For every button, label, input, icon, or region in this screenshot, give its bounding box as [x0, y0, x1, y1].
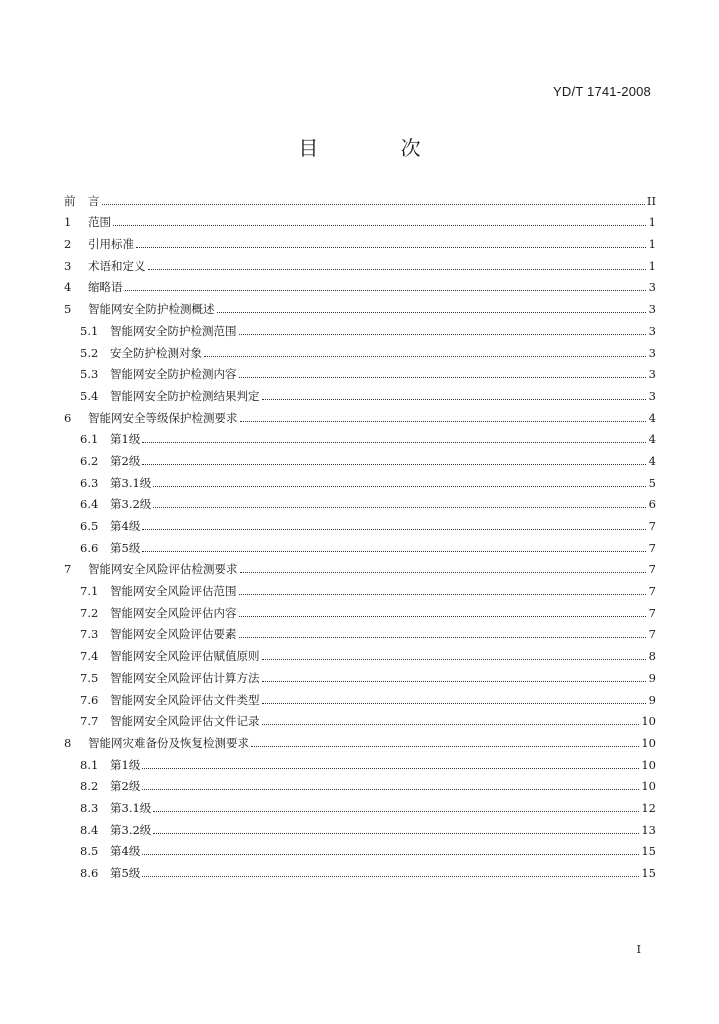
- toc-leader-dots: [204, 356, 646, 357]
- toc-entry[interactable]: [64, 598, 656, 620]
- toc-entry-page: II: [646, 193, 656, 208]
- toc-entry-number: 5.3: [80, 367, 99, 382]
- toc-leader-dots: [262, 681, 647, 682]
- toc-entry-number: 8.5: [80, 844, 99, 859]
- toc-leader-dots: [142, 464, 646, 465]
- toc-entry-number: 4: [64, 280, 72, 295]
- toc-entry[interactable]: [64, 815, 656, 837]
- toc-entry-page: 10: [641, 714, 656, 729]
- toc-leader-dots: [239, 594, 647, 595]
- toc-entry[interactable]: [64, 425, 656, 447]
- toc-entry[interactable]: [64, 641, 656, 663]
- standard-code: YD/T 1741-2008: [553, 84, 651, 99]
- toc-leader-dots: [136, 247, 646, 248]
- toc-entry[interactable]: [64, 229, 656, 251]
- toc-entry[interactable]: [64, 555, 656, 577]
- toc-entry-title: 智能网安全防护检测内容: [110, 367, 237, 382]
- toc-leader-dots: [262, 659, 647, 660]
- toc-leader-dots: [102, 204, 645, 205]
- toc-entry-page: 7: [648, 562, 656, 577]
- toc-entry-title: 范围: [88, 215, 111, 230]
- toc-entry[interactable]: [64, 663, 656, 685]
- toc-entry-page: 9: [648, 692, 656, 707]
- toc-entry-title: 第3.2级: [110, 497, 152, 512]
- toc-entry-title: 引用标准: [88, 237, 134, 252]
- toc-leader-dots: [142, 551, 646, 552]
- toc-entry-page: 3: [648, 280, 656, 295]
- toc-entry-number: 8.1: [80, 757, 99, 772]
- toc-leader-dots: [153, 811, 639, 812]
- toc-entry[interactable]: [64, 837, 656, 859]
- toc-entry-title: 第3.2级: [110, 822, 152, 837]
- toc-entry-number: 5.1: [80, 323, 99, 338]
- toc-entry-page: 7: [648, 627, 656, 642]
- toc-entry[interactable]: [64, 533, 656, 555]
- toc-entry-title: 第4级: [110, 844, 141, 859]
- toc-entry-number: 8.4: [80, 822, 99, 837]
- toc-entry-number: 7: [64, 562, 72, 577]
- toc-entry[interactable]: [64, 294, 656, 316]
- toc-entry-page: 5: [648, 475, 656, 490]
- toc-entry-number: 前: [64, 193, 76, 208]
- toc-leader-dots: [148, 269, 647, 270]
- toc-entry[interactable]: [64, 381, 656, 403]
- toc-leader-dots: [251, 746, 639, 747]
- toc-entry-title: 第2级: [110, 453, 141, 468]
- toc-entry-number: 5.2: [80, 345, 99, 360]
- toc-entry-title: 智能网安全防护检测范围: [110, 323, 237, 338]
- toc-entry-title: 智能网安全风险评估要素: [110, 627, 237, 642]
- toc-entry-page: 4: [648, 432, 656, 447]
- toc-entry[interactable]: [64, 772, 656, 794]
- toc-entry-number: 5.4: [80, 388, 99, 403]
- toc-leader-dots: [262, 399, 647, 400]
- toc-entry-page: 9: [648, 670, 656, 685]
- toc-entry-title: 智能网安全风险评估文件类型: [110, 692, 260, 707]
- toc-entry-number: 8.2: [80, 779, 99, 794]
- toc-entry-title: 智能网安全风险评估文件记录: [110, 714, 260, 729]
- toc-entry-title: 智能网安全风险评估计算方法: [110, 670, 260, 685]
- toc-entry-number: 6: [64, 410, 72, 425]
- toc-entry-number: 6.6: [80, 540, 99, 555]
- toc-entry[interactable]: [64, 576, 656, 598]
- toc-entry-title: 智能网安全风险评估范围: [110, 584, 237, 599]
- toc-entry-number: 7.7: [80, 714, 99, 729]
- toc-entry-title: 第5级: [110, 866, 141, 880]
- toc-entry-page: 15: [641, 866, 656, 880]
- toc-entry-number: 7.1: [80, 584, 99, 599]
- toc-entry-title: 智能网灾难备份及恢复检测要求: [88, 735, 249, 750]
- toc-entry-number: 2: [64, 237, 72, 252]
- toc-entry-number: 7.3: [80, 627, 99, 642]
- toc-entry-title: 第3.1级: [110, 800, 152, 815]
- toc-entry[interactable]: [64, 490, 656, 512]
- toc-entry-page: 10: [641, 757, 656, 772]
- toc-entry[interactable]: [64, 316, 656, 338]
- toc-entry-title: 第4级: [110, 519, 141, 533]
- toc-entry-page: 1: [648, 215, 656, 230]
- toc-leader-dots: [142, 876, 639, 877]
- toc-entry-title: 智能网安全等级保护检测要求: [88, 410, 238, 425]
- toc-entry-page: 3: [648, 323, 656, 338]
- toc-entry-title: 智能网安全风险评估内容: [110, 605, 237, 620]
- toc-leader-dots: [262, 724, 640, 725]
- toc-leader-dots: [142, 768, 639, 769]
- toc-entry-number: 8.3: [80, 800, 99, 815]
- toc-entry-title: 智能网安全防护检测概述: [88, 302, 215, 317]
- toc-entry-title: 第1级: [110, 757, 141, 772]
- toc-entry-page: 3: [648, 302, 656, 317]
- toc-entry-page: 3: [648, 388, 656, 403]
- toc-entry-page: 3: [648, 367, 656, 382]
- toc-entry-number: 7.4: [80, 649, 99, 664]
- toc-entry-title: 术语和定义: [88, 258, 146, 273]
- toc-entry-page: 1: [648, 258, 656, 273]
- toc-entry-title: 安全防护检测对象: [110, 345, 202, 360]
- toc-entry-title: 智能网安全防护检测结果判定: [110, 388, 260, 403]
- toc-entry-page: 6: [648, 497, 656, 512]
- toc-entry-number: 7.5: [80, 670, 99, 685]
- toc-entry[interactable]: [64, 468, 656, 490]
- toc-entry[interactable]: [64, 511, 656, 533]
- toc-entry[interactable]: [64, 208, 656, 230]
- toc-entry-title: 第5级: [110, 540, 141, 555]
- toc-entry-page: 7: [648, 605, 656, 620]
- toc-entry-number: 8.6: [80, 866, 99, 880]
- toc-leader-dots: [239, 334, 647, 335]
- toc-leader-dots: [113, 225, 646, 226]
- toc-entry-title: 第2级: [110, 779, 141, 794]
- toc-entry[interactable]: [64, 728, 656, 750]
- toc-leader-dots: [153, 486, 646, 487]
- toc-entry-number: 7.2: [80, 605, 99, 620]
- toc-leader-dots: [125, 290, 647, 291]
- toc-entry[interactable]: [64, 793, 656, 815]
- toc-entry-page: 4: [648, 453, 656, 468]
- toc-entry-number: 3: [64, 258, 72, 273]
- toc-leader-dots: [262, 703, 647, 704]
- toc-entry-page: 7: [648, 540, 656, 555]
- toc-entry-page: 12: [641, 800, 656, 815]
- toc-entry-title: 智能网安全风险评估赋值原则: [110, 649, 260, 664]
- toc-entry[interactable]: [64, 273, 656, 295]
- toc-leader-dots: [153, 833, 639, 834]
- toc-leader-dots: [142, 529, 646, 530]
- toc-leader-dots: [142, 442, 646, 443]
- toc-entry-page: 7: [648, 519, 656, 533]
- toc-entry-number: 7.6: [80, 692, 99, 707]
- toc-entry-title: 第3.1级: [110, 475, 152, 490]
- toc-entry-title: 第1级: [110, 432, 141, 447]
- toc-entry[interactable]: [64, 360, 656, 382]
- toc-entry-number: 6.2: [80, 453, 99, 468]
- toc-entry-page: 1: [648, 237, 656, 252]
- toc-entry-number: 6.3: [80, 475, 99, 490]
- toc-leader-dots: [142, 789, 639, 790]
- toc-entry-page: 15: [641, 844, 656, 859]
- toc-entry-title: 智能网安全风险评估检测要求: [88, 562, 238, 577]
- toc-entry[interactable]: [64, 186, 656, 208]
- page-number: I: [636, 943, 641, 956]
- toc-entry-number: 6.4: [80, 497, 99, 512]
- toc-leader-dots: [217, 312, 647, 313]
- toc-entry-title: 缩略语: [88, 280, 123, 295]
- page-title: 目 次: [298, 136, 459, 160]
- toc-entry-number: 8: [64, 735, 72, 750]
- toc-entry-number: 6.1: [80, 432, 99, 447]
- toc-entry-number: 6.5: [80, 519, 99, 533]
- toc-entry-page: 10: [641, 735, 656, 750]
- toc-entry[interactable]: [64, 685, 656, 707]
- toc-entry-page: 7: [648, 584, 656, 599]
- toc-entry[interactable]: [64, 858, 656, 880]
- toc-entry-number: 5: [64, 302, 72, 317]
- toc-entry-page: 3: [648, 345, 656, 360]
- toc-entry-page: 13: [641, 822, 656, 837]
- toc-entry-title: 言: [88, 193, 100, 208]
- toc-entry[interactable]: [64, 446, 656, 468]
- toc-entry[interactable]: [64, 750, 656, 772]
- toc-leader-dots: [239, 637, 647, 638]
- toc-entry[interactable]: [64, 620, 656, 642]
- toc-leader-dots: [142, 854, 639, 855]
- toc-entry-page: 10: [641, 779, 656, 794]
- toc-entry-page: 8: [648, 649, 656, 664]
- toc-leader-dots: [240, 572, 647, 573]
- toc-entry-page: 4: [648, 410, 656, 425]
- table-of-contents: [64, 186, 656, 880]
- toc-entry-number: 1: [64, 215, 72, 230]
- toc-entry[interactable]: [64, 403, 656, 425]
- toc-entry[interactable]: [64, 338, 656, 360]
- toc-leader-dots: [239, 377, 647, 378]
- toc-leader-dots: [240, 421, 647, 422]
- toc-leader-dots: [239, 616, 647, 617]
- toc-leader-dots: [153, 507, 646, 508]
- toc-entry[interactable]: [64, 251, 656, 273]
- toc-entry[interactable]: [64, 707, 656, 729]
